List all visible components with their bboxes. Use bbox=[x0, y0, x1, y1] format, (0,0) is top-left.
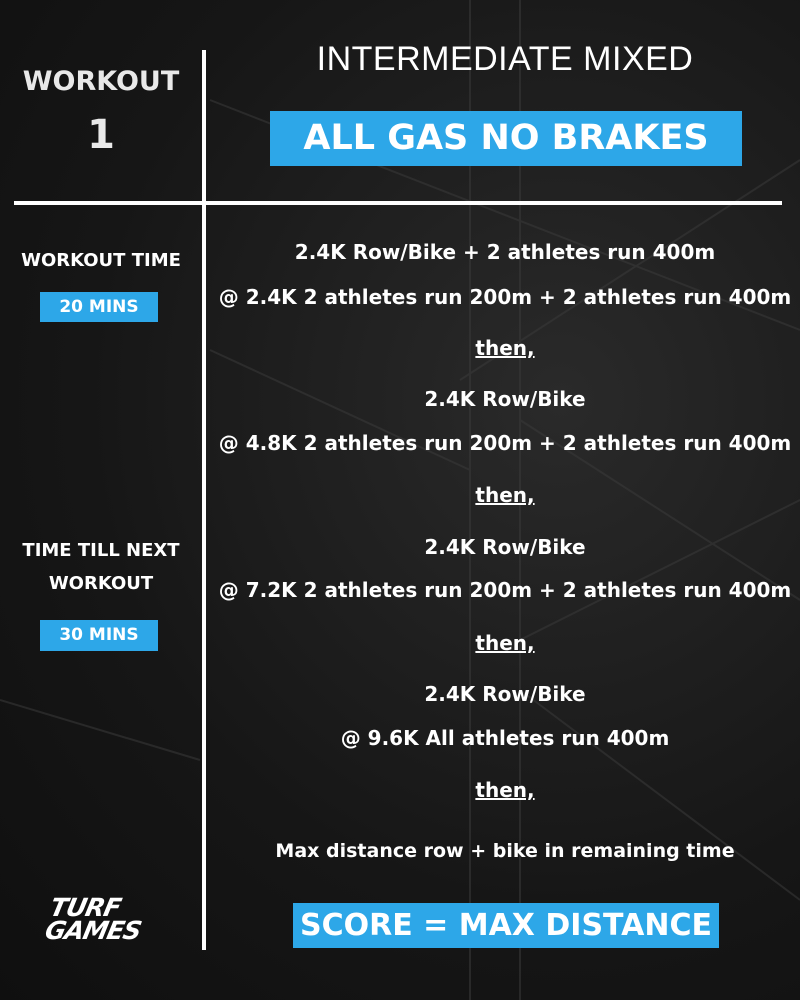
next-workout-label-2: WORKOUT bbox=[48, 573, 154, 594]
program-line: @ 4.8K 2 athletes run 200m + 2 athletes run 400m bbox=[218, 431, 792, 455]
next-workout-label: TIME TILL NEXT bbox=[22, 540, 180, 561]
program-line: 2.4K Row/Bike bbox=[424, 682, 586, 706]
logo-line-2: GAMES bbox=[42, 916, 144, 945]
logo-line-1: TURF bbox=[47, 893, 124, 922]
program-line: 2.4K Row/Bike bbox=[424, 535, 586, 559]
program-line: 2.4K Row/Bike bbox=[424, 387, 586, 411]
score-banner: SCORE = MAX DISTANCE bbox=[293, 903, 719, 948]
program-line: @ 2.4K 2 athletes run 200m + 2 athletes run 400m bbox=[218, 285, 792, 309]
program-line: 2.4K Row/Bike + 2 athletes run 400m bbox=[294, 240, 716, 264]
category-title: INTERMEDIATE MIXED bbox=[316, 40, 694, 78]
program-line: @ 9.6K All athletes run 400m bbox=[340, 726, 670, 750]
program-line-final: Max distance row + bike in remaining time bbox=[275, 840, 735, 862]
horizontal-divider bbox=[14, 201, 782, 205]
workout-label: WORKOUT bbox=[22, 66, 180, 97]
next-workout-badge: 30 MINS bbox=[40, 620, 158, 651]
then-divider: then, bbox=[475, 336, 535, 360]
then-divider: then, bbox=[475, 631, 535, 655]
workout-time-label: WORKOUT TIME bbox=[21, 250, 181, 271]
program-line: @ 7.2K 2 athletes run 200m + 2 athletes run 400m bbox=[218, 578, 792, 602]
then-divider: then, bbox=[475, 483, 535, 507]
then-divider: then, bbox=[475, 778, 535, 802]
workout-number: 1 bbox=[87, 112, 115, 158]
workout-title-banner: ALL GAS NO BRAKES bbox=[270, 111, 742, 166]
workout-time-badge: 20 MINS bbox=[40, 292, 158, 322]
vertical-divider bbox=[202, 50, 206, 950]
turf-games-logo bbox=[42, 893, 165, 945]
